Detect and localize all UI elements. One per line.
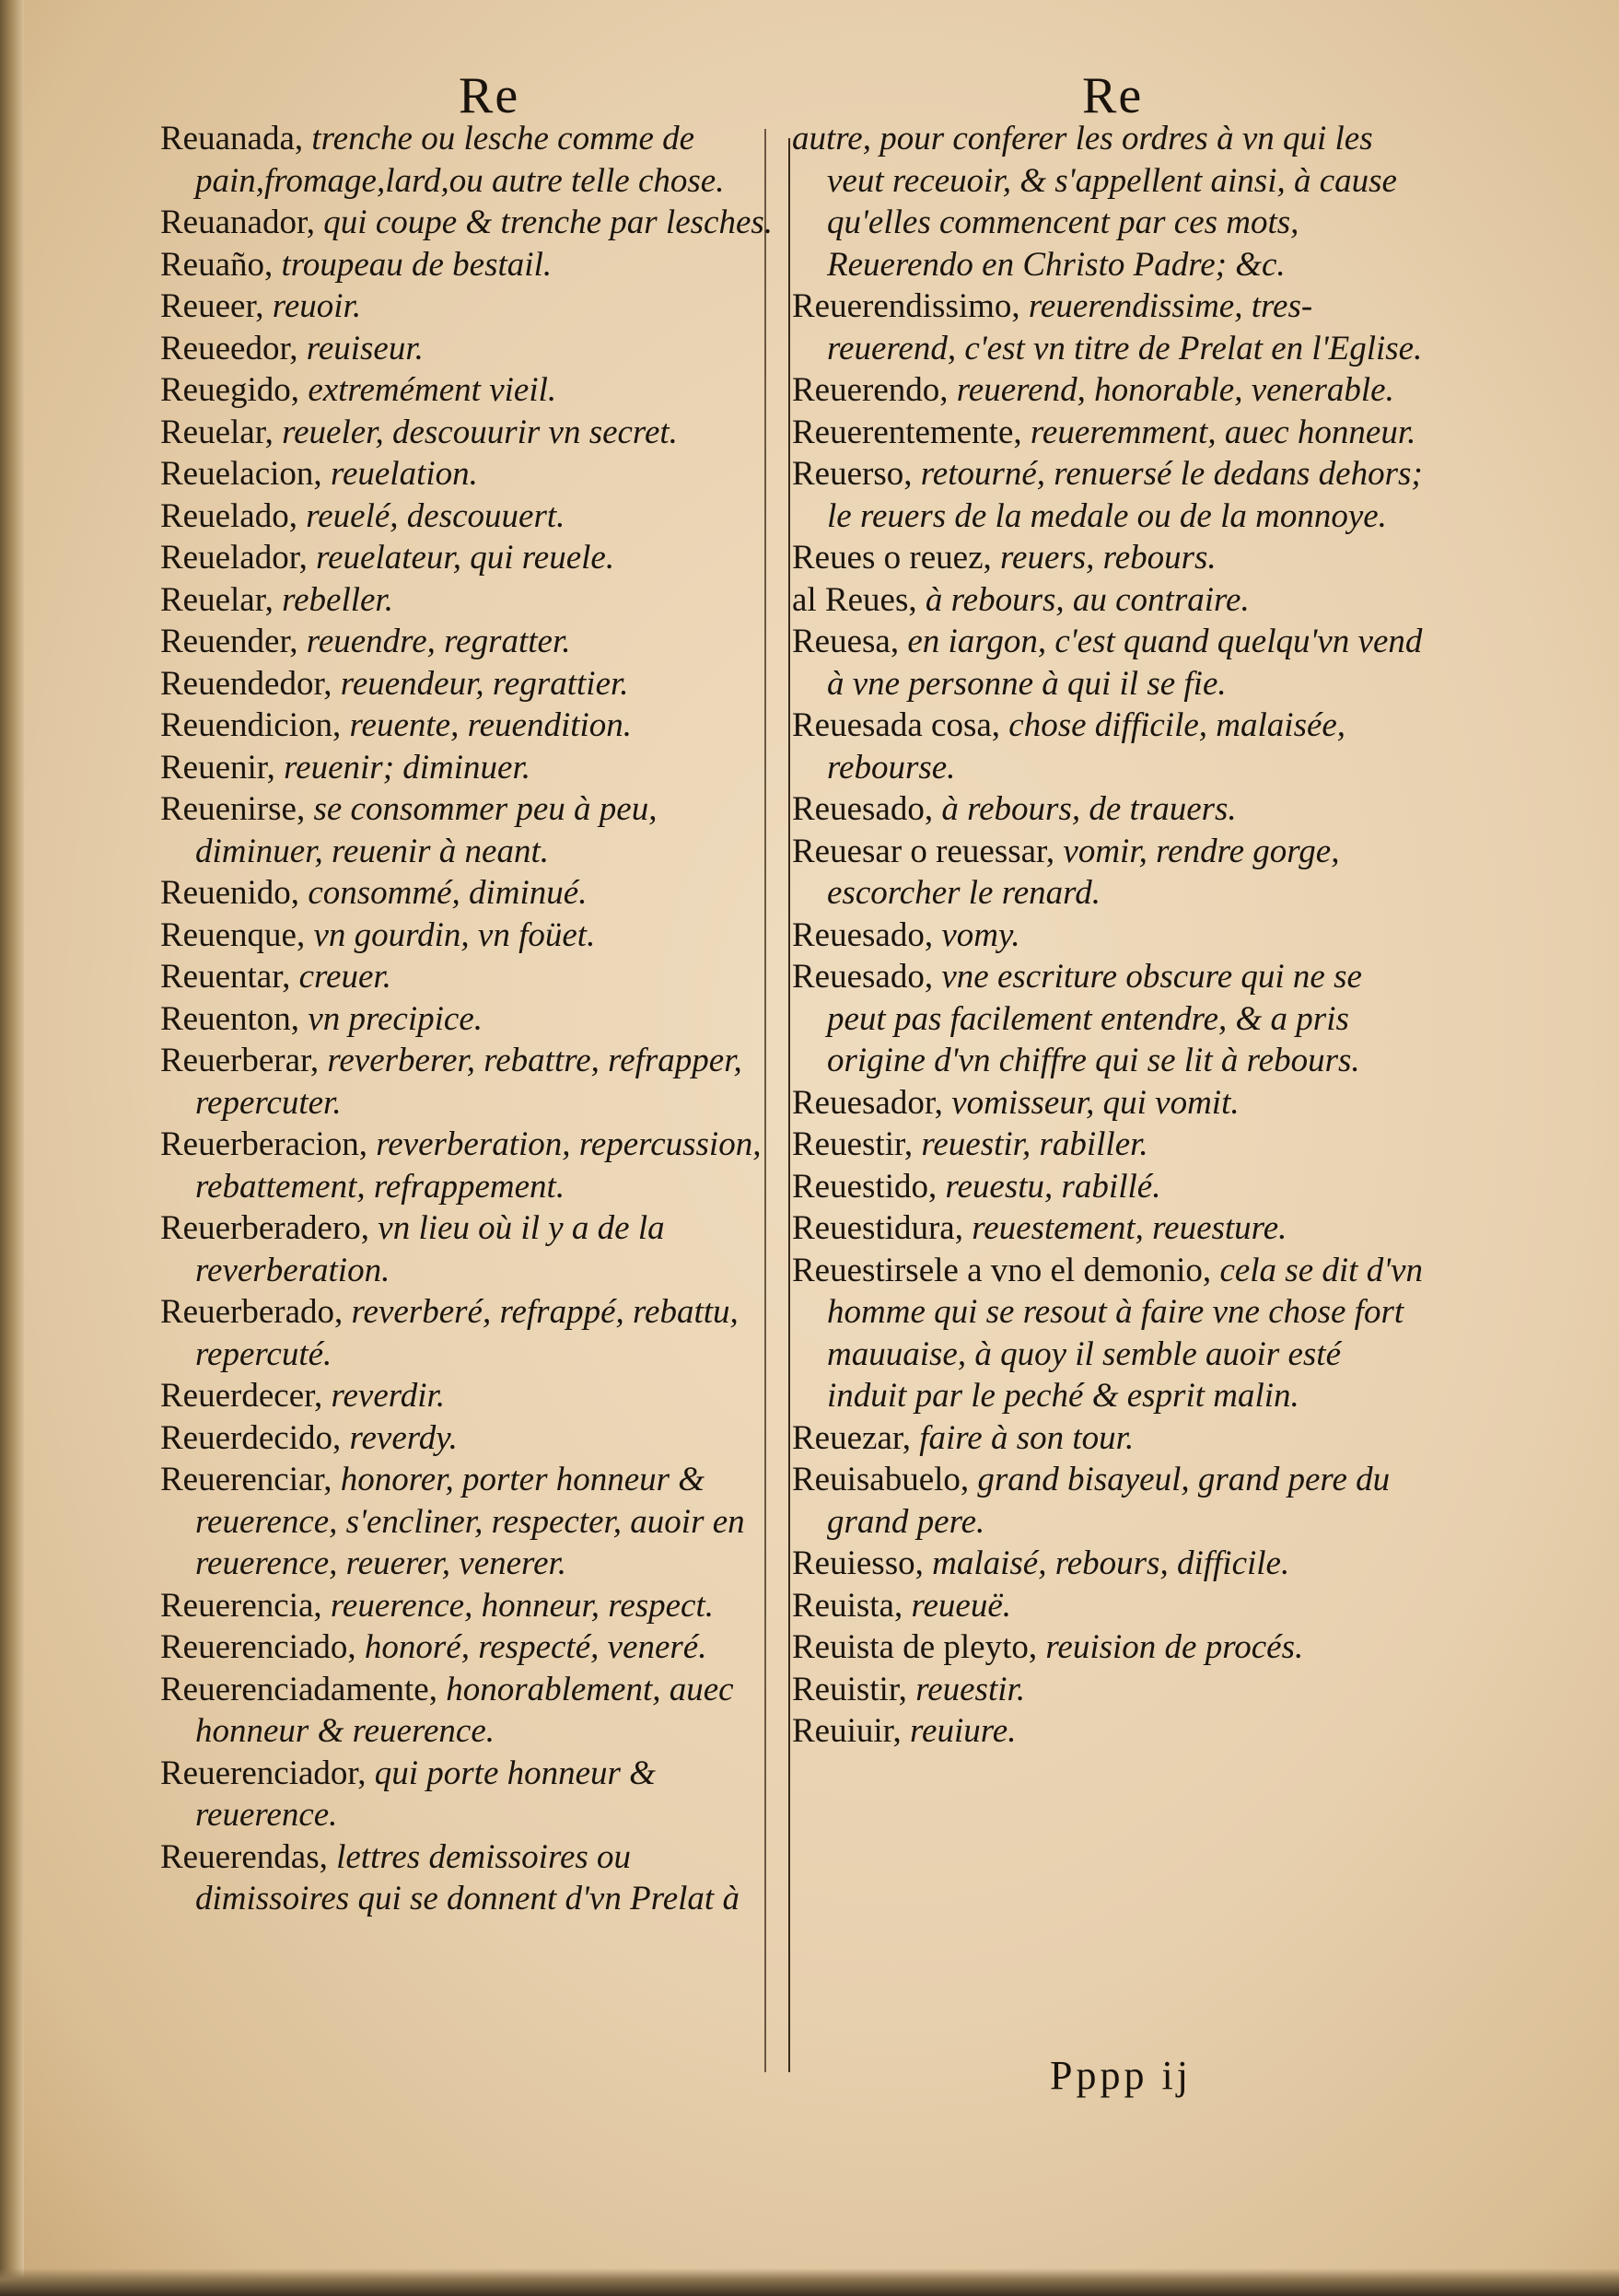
entry-headword: Reuesado,	[792, 790, 934, 828]
dictionary-entry	[792, 1207, 1427, 1250]
entry-headword: Reuerencia,	[160, 1586, 322, 1625]
entry-definition: cela se dit d'vn homme qui se resout à faire vne chose fort mauuaise, à quoy il semble auoir esté induit par le peché & esprit malin.	[827, 1251, 1424, 1415]
entry-headword: Reuaño,	[160, 245, 274, 284]
dictionary-entry	[792, 412, 1427, 454]
entry-definition: creuer.	[298, 958, 391, 996]
entry-headword: Reuista de pleyto,	[792, 1628, 1038, 1666]
entry-definition: se consommer peu à peu, diminuer, reuenir à neant.	[195, 790, 658, 870]
dictionary-entry	[160, 915, 783, 957]
dictionary-entry	[792, 1124, 1427, 1166]
entry-definition: reueremment, auec honneur.	[1030, 413, 1416, 451]
entry-headword: Reuerenciadamente,	[160, 1670, 437, 1708]
left-column	[160, 118, 783, 1920]
entry-definition: reueuë.	[911, 1586, 1012, 1625]
dictionary-entry	[160, 663, 783, 705]
entry-headword: Reuezar,	[792, 1418, 911, 1457]
entry-headword: Reuanador,	[160, 204, 316, 241]
page-left-edge	[0, 0, 24, 2296]
entry-headword: Reuender,	[160, 623, 298, 660]
entry-headword: Reuestidura,	[792, 1209, 963, 1247]
entry-headword: Reuelado,	[160, 496, 297, 535]
entry-definition: reuerence, honneur, respect.	[330, 1586, 715, 1625]
dictionary-entry	[160, 286, 783, 328]
dictionary-entry	[792, 1543, 1427, 1585]
entry-definition: reuestu, rabillé.	[945, 1167, 1161, 1206]
entry-headword: Reuestir,	[792, 1125, 914, 1163]
entry-headword: Reuesador,	[792, 1083, 943, 1122]
entry-headword: Reuerenciado,	[160, 1628, 356, 1666]
entry-definition: reuelateur, qui reuele.	[316, 539, 615, 577]
entry-definition: honorablement, auec honneur & reuerence.	[195, 1670, 734, 1750]
entry-definition: consommé, diminué.	[308, 874, 588, 912]
dictionary-entry	[792, 579, 1427, 622]
column-rule	[788, 138, 790, 2072]
entry-definition: vne escriture obscure qui ne se peut pas facilement entendre, & a pris origine d'vn chiffre qui se lit à rebours.	[827, 958, 1362, 1079]
dictionary-entry	[792, 915, 1427, 957]
entry-headword: Reuesar o reuessar,	[792, 832, 1055, 870]
entry-headword: Reuesada cosa,	[792, 706, 1001, 744]
dictionary-entry	[160, 453, 783, 495]
entry-definition: à rebours, au contraire.	[925, 580, 1250, 619]
entry-headword: Reuelador,	[160, 539, 308, 577]
entry-headword: Reuenque,	[160, 915, 306, 954]
entry-headword: Reuegido,	[160, 371, 300, 409]
dictionary-entry	[160, 1417, 783, 1460]
entry-definition: reuente, reuendition.	[349, 706, 633, 744]
dictionary-entry	[160, 1459, 783, 1585]
entry-headword: Reuestirsele a vno el demonio,	[792, 1251, 1212, 1289]
entry-headword: Reuentar,	[160, 958, 291, 996]
entry-headword: Reueer,	[160, 287, 264, 325]
dictionary-entry	[160, 369, 783, 412]
dictionary-entry	[792, 956, 1427, 1082]
dictionary-entry	[160, 202, 783, 244]
entry-definition: reuiseur.	[306, 329, 424, 367]
dictionary-entry	[792, 1585, 1427, 1627]
running-head-left: Re	[459, 67, 520, 124]
entry-definition: reueler, descouurir vn secret.	[282, 413, 678, 451]
entry-headword: Reueedor,	[160, 329, 298, 367]
dictionary-entry	[792, 1417, 1427, 1460]
entry-headword: Reuanada,	[160, 120, 304, 157]
dictionary-entry	[792, 1459, 1427, 1543]
entry-definition: reverdir.	[331, 1377, 446, 1415]
entry-definition: reuestement, reuesture.	[972, 1209, 1287, 1247]
entry-definition: reuerendissime, tres-reuerend, c'est vn titre de Prelat en l'Eglise.	[827, 287, 1423, 367]
entry-definition: reuendeur, regrattier.	[340, 664, 629, 703]
entry-definition: reuendre, regratter.	[306, 623, 571, 660]
dictionary-entry	[792, 1166, 1427, 1208]
entry-headword: Reuelacion,	[160, 455, 322, 493]
entry-definition: en iargon, c'est quand quelqu'vn vend à vne personne à qui il se fie.	[827, 623, 1423, 703]
entry-definition: vomisseur, qui vomit.	[951, 1083, 1240, 1122]
entry-definition: reverdy.	[349, 1418, 458, 1457]
entry-headword: Reuenido,	[160, 874, 300, 912]
dictionary-entry	[160, 705, 783, 747]
entry-headword: Reuerso,	[792, 455, 913, 493]
dictionary-entry	[792, 1250, 1427, 1417]
running-head-right: Re	[1082, 67, 1144, 124]
dictionary-entry	[160, 788, 783, 872]
dictionary-entry	[160, 1291, 783, 1375]
entry-definition: qui coupe & trenche par lesches.	[323, 204, 774, 241]
entry-headword: Reuesado,	[792, 915, 934, 954]
entry-definition: vomir, rendre gorge, escorcher le renard.	[827, 832, 1340, 912]
entry-definition: à rebours, de trauers.	[941, 790, 1237, 828]
entry-definition: extremément vieil.	[308, 371, 557, 409]
entry-headword: Reuenir,	[160, 748, 275, 787]
entry-definition: vn lieu où il y a de la reverberation.	[195, 1209, 665, 1289]
entry-headword: Reuerdecido,	[160, 1418, 342, 1457]
entry-definition: reverberé, refrappé, rebattu, repercuté.	[195, 1293, 739, 1373]
entry-headword: Reuesa,	[792, 623, 900, 660]
entry-headword: Reuestido,	[792, 1167, 938, 1206]
entry-definition: malaisé, rebours, difficile.	[932, 1544, 1290, 1582]
entry-definition: grand bisayeul, grand pere du grand pere.	[827, 1461, 1391, 1541]
entry-definition: honoré, respecté, veneré.	[364, 1628, 707, 1666]
entry-headword: Reuelar,	[160, 413, 274, 451]
entry-headword: Reuesado,	[792, 958, 934, 996]
dictionary-entry	[160, 118, 783, 202]
entry-headword: Reuerberadero,	[160, 1209, 370, 1247]
dictionary-entry	[792, 705, 1427, 788]
entry-definition: faire à son tour.	[919, 1418, 1135, 1457]
dictionary-entry	[160, 412, 783, 454]
dictionary-entry	[792, 1626, 1427, 1669]
entry-headword: Reuiesso,	[792, 1544, 924, 1582]
dictionary-entry	[160, 747, 783, 789]
dictionary-entry	[792, 1710, 1427, 1753]
entry-definition: reuelé, descouuert.	[306, 496, 565, 535]
entry-definition: retourné, renuersé le dedans dehors; le reuers de la medale ou de la monnoye.	[827, 455, 1423, 535]
entry-definition: reverberation, repercussion, rebattement, refrappement.	[195, 1125, 762, 1206]
dictionary-entry	[160, 244, 783, 286]
dictionary-entry	[160, 998, 783, 1041]
entry-definition: reuestir.	[915, 1670, 1026, 1708]
entry-definition: reuision de procés.	[1045, 1628, 1304, 1666]
entry-definition: reuiure.	[910, 1712, 1017, 1750]
entry-definition: reuers, rebours.	[1000, 539, 1217, 577]
dictionary-entry	[160, 537, 783, 579]
dictionary-entry	[160, 328, 783, 370]
entry-definition: reuenir; diminuer.	[284, 748, 531, 787]
dictionary-entry	[160, 1669, 783, 1753]
entry-headword: Reuista,	[792, 1586, 903, 1625]
dictionary-entry	[160, 1207, 783, 1291]
entry-headword: Reuerenciador,	[160, 1754, 367, 1792]
entry-headword: Reuelar,	[160, 580, 274, 619]
entry-definition: chose difficile, malaisée, rebourse.	[827, 706, 1346, 787]
signature-mark: Pppp ij	[1050, 2053, 1192, 2098]
entry-headword: Reuerendo,	[792, 371, 949, 409]
entry-headword: Reuerendas,	[160, 1837, 328, 1876]
entry-headword: Reues o reuez,	[792, 539, 992, 577]
dictionary-entry	[160, 1375, 783, 1417]
entry-headword: Reuiuir,	[792, 1712, 902, 1750]
entry-headword: al Reues,	[792, 580, 917, 619]
dictionary-entry	[792, 453, 1427, 537]
entry-definition: rebeller.	[282, 580, 393, 619]
dictionary-entry	[160, 1124, 783, 1207]
entry-headword: Reuenirse,	[160, 790, 306, 828]
entry-definition: reverberer, rebattre, refrapper, repercuter.	[195, 1042, 742, 1122]
entry-definition: reuelation.	[330, 455, 478, 493]
dictionary-entry	[160, 872, 783, 915]
entry-headword: Reuenton,	[160, 999, 300, 1038]
entry-headword: Reuerendissimo,	[792, 287, 1020, 325]
dictionary-entry	[792, 1082, 1427, 1125]
entry-definition: vomy.	[941, 915, 1020, 954]
entry-definition: qui porte honneur & reuerence.	[195, 1754, 656, 1834]
dictionary-entry	[160, 495, 783, 538]
entry-headword: Reuerenciar,	[160, 1461, 332, 1498]
dictionary-entry	[160, 579, 783, 622]
entry-headword: Reuerberado,	[160, 1293, 344, 1331]
entry-headword: Reuendicion,	[160, 706, 342, 744]
right-column	[792, 118, 1427, 1753]
dictionary-entry	[792, 286, 1427, 369]
entry-definition: reuestir, rabiller.	[921, 1125, 1148, 1163]
entry-definition: lettres demissoires ou dimissoires qui se donnent d'vn Prelat à	[195, 1837, 740, 1917]
entry-definition: honorer, porter honneur & reuerence, s'encliner, respecter, auoir en reuerence, reuerer, venerer.	[195, 1461, 745, 1582]
entry-headword: Reuendedor,	[160, 664, 332, 703]
dictionary-entry	[792, 1669, 1427, 1711]
entry-definition: reuerend, honorable, venerable.	[956, 371, 1394, 409]
dictionary-entry	[792, 537, 1427, 579]
entry-definition: troupeau de bestail.	[281, 245, 553, 284]
dictionary-entry	[792, 118, 1427, 286]
dictionary-entry	[160, 1626, 783, 1669]
entry-definition: vn gourdin, vn foüet.	[313, 915, 596, 954]
entry-headword: Reuisabuelo,	[792, 1461, 970, 1498]
dictionary-entry	[792, 831, 1427, 915]
dictionary-entry	[792, 788, 1427, 831]
entry-definition: autre, pour conferer les ordres à vn qui les veut receuoir, & s'appellent ainsi, à cause qu'elles commencent par ces mots, Reuerendo en Christo Padre; &c.	[792, 120, 1397, 284]
dictionary-entry	[160, 1585, 783, 1627]
dictionary-entry	[160, 956, 783, 998]
entry-definition: reuoir.	[272, 287, 362, 325]
entry-headword: Reuerentemente,	[792, 413, 1022, 451]
entry-headword: Reuistir,	[792, 1670, 907, 1708]
dictionary-entry	[792, 369, 1427, 412]
dictionary-entry	[792, 621, 1427, 705]
entry-headword: Reuerberar,	[160, 1042, 320, 1079]
entry-definition: trenche ou lesche comme de pain,fromage,lard,ou autre telle chose.	[195, 120, 725, 200]
dictionary-entry	[160, 1753, 783, 1836]
entry-definition: vn precipice.	[308, 999, 483, 1038]
entry-headword: Reuerberacion,	[160, 1125, 367, 1163]
dictionary-entry	[160, 1040, 783, 1124]
entry-headword: Reuerdecer,	[160, 1377, 323, 1415]
dictionary-entry	[160, 621, 783, 663]
dictionary-entry	[160, 1836, 783, 1920]
page-bottom-edge	[0, 2268, 1619, 2296]
